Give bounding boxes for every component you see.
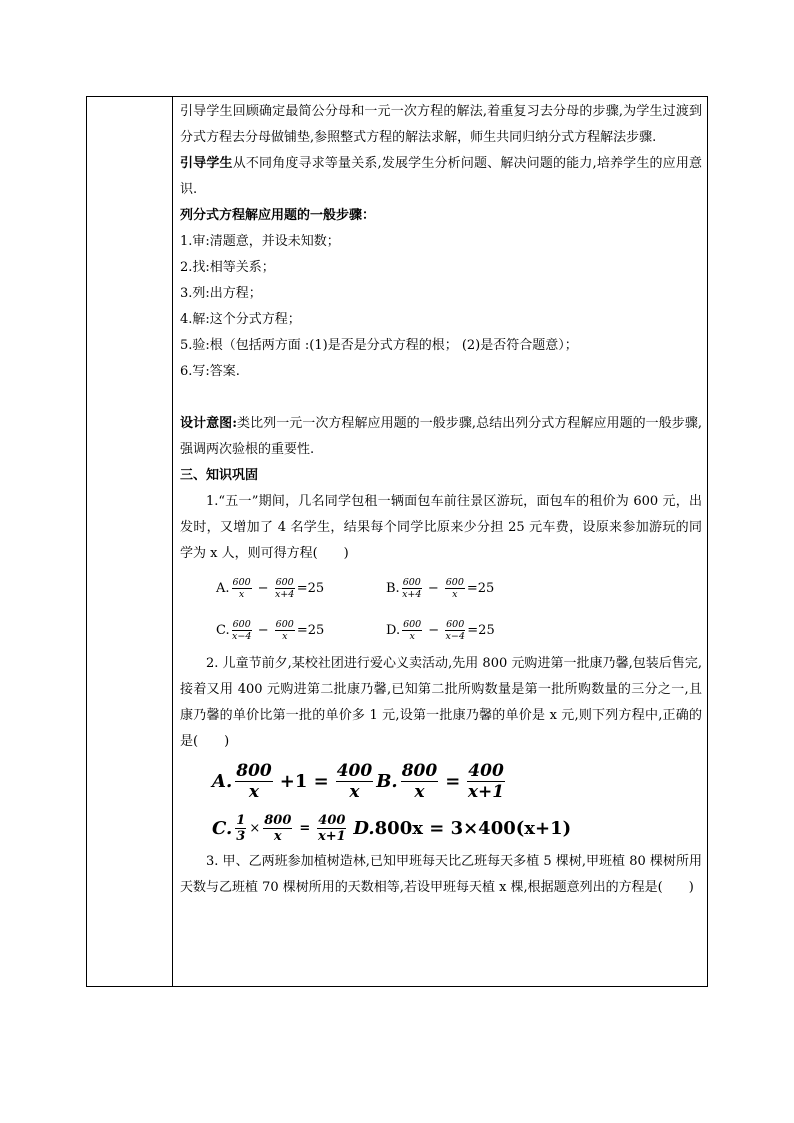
q2-options-cd <box>212 807 702 849</box>
guide-paragraph <box>180 151 702 203</box>
option-label: B. <box>376 770 398 792</box>
question-2: 2. 儿童节前夕,某校社团进行爱心义卖活动,先用 800 元购进第一批康乃馨,包装后售完,接着又用 400 元购进第二批康乃馨,已知第二批所购数量是第一批所购数量的三分之一,且康乃馨的单价比第一批的单价多 1 元,设第一批康乃馨的单价是 x 元,则下列方程中,正确的是( ) <box>180 656 702 749</box>
operator: − <box>257 622 269 638</box>
design-intent <box>180 411 702 463</box>
fraction <box>263 813 292 844</box>
step-item: 4.解:这个分式方程； <box>180 312 301 327</box>
lesson-table <box>86 96 708 987</box>
option-label: A. <box>216 580 230 596</box>
denominator: x <box>273 828 282 844</box>
numerator: 600 <box>232 576 251 588</box>
rhs: =25 <box>296 622 325 638</box>
numerator: 600 <box>232 618 251 630</box>
step-item: 6.写:答案. <box>180 364 240 379</box>
rhs: =25 <box>467 622 495 638</box>
option-label: C. <box>212 817 233 839</box>
step-item: 5.验:根（包括两方面 :(1)是否是分式方程的根； (2)是否符合题意）； <box>180 338 578 353</box>
question-3: 3. 甲、乙两班参加植树造林,已知甲班每天比乙班每天多植 5 棵树,甲班植 80 棵树所用天数与乙班植 70 棵树所用的天数相等,若设甲班每天植 x 棵,根据题意列出的方程是( ) <box>180 854 702 895</box>
denominator: x <box>414 781 425 802</box>
numerator: 600 <box>402 576 421 588</box>
fraction <box>275 619 295 642</box>
q1-option-b <box>386 577 556 600</box>
fraction <box>467 761 505 802</box>
fraction <box>235 761 273 802</box>
section-title: 三、知识巩固 <box>180 468 259 483</box>
content-cell <box>180 99 702 901</box>
numerator: 600 <box>446 618 465 630</box>
intro-paragraph: 引导学生回顾确定最简公分母和一元一次方程的解法,着重复习去分母的步骤,为学生过渡到分式方程去分母做铺垫,参照整式方程的解法求解，师生共同归纳分式方程解法步骤. <box>180 104 702 145</box>
operator: = <box>445 770 461 792</box>
operator: − <box>428 622 440 638</box>
design-label: 设计意图: <box>180 416 237 431</box>
operator: − <box>427 580 439 596</box>
guide-label: 引导学生 <box>180 156 233 171</box>
fraction <box>402 577 422 600</box>
fraction <box>275 577 295 600</box>
numerator: 600 <box>275 576 294 588</box>
operator: − <box>257 580 269 596</box>
rhs: =25 <box>466 580 495 596</box>
q1-options-row-2 <box>216 609 702 651</box>
fraction <box>232 577 252 600</box>
fraction <box>445 619 465 642</box>
step-item: 3.列:出方程； <box>180 286 262 301</box>
operator: +1 = <box>279 770 329 792</box>
fraction <box>445 577 465 600</box>
denominator: x+4 <box>274 588 295 600</box>
question-1: 1.“五一”期间，几名同学包租一辆面包车前往景区游玩，面包车的租价为 600 元，出发时，又增加了 4 名学生，结果每个同学比原来少分担 25 元车费，设原来参加游玩的同学为 x 人，则可得方程( ) <box>180 494 702 561</box>
q1-option-c <box>216 619 386 642</box>
guide-text: 从不同角度寻求等量关系,发展学生分析问题、解决问题的能力,培养学生的应用意识. <box>180 156 702 197</box>
numerator: 800 <box>401 760 438 781</box>
q2-options-ab <box>212 755 702 807</box>
fraction <box>235 813 246 844</box>
equation: 800x = 3×400(x+1) <box>374 817 572 839</box>
denominator: x+1 <box>318 828 346 844</box>
denominator: x <box>409 630 415 642</box>
numerator: 600 <box>275 618 294 630</box>
numerator: 600 <box>403 618 422 630</box>
fraction <box>401 761 439 802</box>
q1-option-d <box>386 619 556 642</box>
option-label: D. <box>353 817 375 839</box>
fraction <box>336 761 374 802</box>
fraction <box>402 619 422 642</box>
denominator: x <box>238 588 245 600</box>
denominator: x <box>452 588 458 600</box>
step-item: 2.找:相等关系； <box>180 260 275 275</box>
denominator: 3 <box>236 828 246 844</box>
numerator: 400 <box>468 760 504 781</box>
operator: × <box>249 820 261 836</box>
numerator: 800 <box>264 812 292 828</box>
denominator: x−4 <box>232 630 252 642</box>
denominator: x−4 <box>445 630 465 642</box>
steps-title: 列分式方程解应用题的一般步骤： <box>180 208 376 223</box>
denominator: x+1 <box>467 781 505 802</box>
option-label: A. <box>212 770 233 792</box>
fraction <box>317 813 346 844</box>
option-label: C. <box>216 622 230 638</box>
numerator: 1 <box>236 812 246 828</box>
option-label: B. <box>386 580 400 596</box>
step-item: 1.审:清题意，并设未知数； <box>180 234 340 249</box>
fraction <box>232 619 252 642</box>
rhs: =25 <box>296 580 325 596</box>
denominator: x+4 <box>402 588 422 600</box>
option-label: D. <box>386 622 401 638</box>
numerator: 400 <box>336 760 373 781</box>
numerator: 600 <box>445 576 464 588</box>
denominator: x <box>349 781 360 802</box>
left-column <box>87 97 173 986</box>
denominator: x <box>282 630 288 642</box>
design-text: 类比列一元一次方程解应用题的一般步骤,总结出列分式方程解应用题的一般步骤,强调两次验根的重要性. <box>180 416 702 457</box>
operator: = <box>299 820 311 836</box>
q1-option-a <box>216 577 386 600</box>
numerator: 400 <box>318 812 346 828</box>
numerator: 800 <box>236 760 272 781</box>
denominator: x <box>248 781 260 802</box>
q1-options-row-1 <box>216 567 702 609</box>
